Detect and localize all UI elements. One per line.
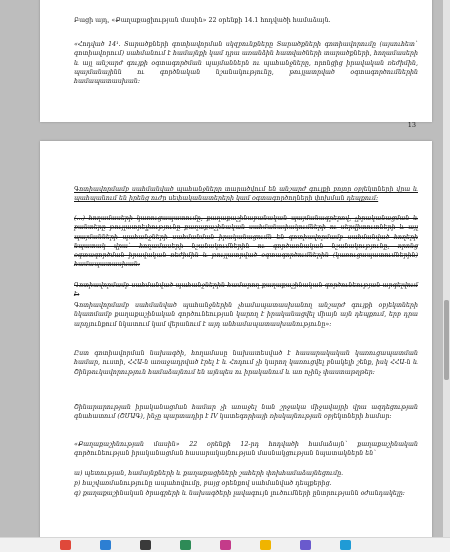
- app-icon-4[interactable]: [180, 540, 191, 550]
- italic-paragraph: Գոտիավորմամբ սահմանված պահանջներին չհամապատասխանող անշարժ գույքի օբյեկտների նկատմամբ քաղաքաշինական գործունեության կարող է իրականացվել միայն այն դեպքում, երբ դրա արդյունքում նկատում կամ վերանում է այդ անհամապատասխանությունը»:: [74, 302, 418, 328]
- app-icon-2[interactable]: [100, 540, 111, 550]
- list-item-c: գ) քաղաքաշինական ծրագրերի և նախագծերի լավագույն լուծումների ընտրությանն օժանդակելը:: [74, 490, 405, 497]
- document-page-13: [40, 0, 432, 129]
- quoted-article-paragraph: «Հոդված 14¹. Տարածքների գոտիավորման սկզբունքները Տարածքների գոտիավորումը (այսուհետ` գոտիավորում) սահմանում է համայնքի կամ դրա առանձին հատվածների տարածքների, հողամասերի և այլ անշարժ գույքի օգտագործման պայմաններն ու պահանջները, որոնցից իրավական ռեժիմին, պայմանայինն ու գործնական նշանակությունը, թույլատրված օգտագործումներին համապատասխան:: [74, 41, 418, 86]
- scrollbar-thumb[interactable]: [444, 300, 449, 380]
- taskbar: [0, 537, 450, 552]
- page-text-line: Բացի այդ, «Քաղաքացիության մասին» 22 օրենքի 14.1 հոդվածի համաձայն.: [74, 17, 331, 24]
- app-icon-5[interactable]: [220, 540, 231, 550]
- struck-paragraph-2: Գոտիավորմամբ սահմանված պահանջներին համարող քաղաքաշինական գործունեության արգելվում է:: [74, 282, 418, 299]
- body-paragraph-2: Շինարարության իրականացման համար չի առաջել նան շրջակա միջավայրի վրա ազդեցության գնահատում (ՇՄԱԳ), ինչը պարտադիր է IV կատեգորիայի ռիսկայնության օբյեկտների համար:: [74, 404, 418, 421]
- body-paragraph-3: «Քաղաքաշինության մասին» 22 օրենքի 12-րդ հոդվածի համաձայն` քաղաքաշինական գործունեության իրականացման հասարակայնության մասնակցության նպատակներն են`: [74, 441, 418, 458]
- list-item-b: բ) հաշվառմանությունը ապահովումը, բայց օրենքով սահմանված դեպքերից.: [74, 480, 332, 487]
- app-icon-8[interactable]: [340, 540, 351, 550]
- underlined-paragraph: Գոտիավորմամբ սահմանված պահանջները տարածվում են անշարժ գույքի բոլոր օբյեկտների վրա և պահպանում են իրենց ուժը սեփականատերերի կամ օգտագործողների փոխման դեպքում:: [74, 186, 418, 203]
- vertical-scrollbar[interactable]: [443, 0, 450, 537]
- body-paragraph: Ըստ գոտիավորման նախագծի, հողամասը նախատեսված է հասարակական կառուցապատման համար, ուստի, ՀՀԱ-ն առաջադրված էրել է և Հոդում չի կարող կառուցվել բնակելի շենք, իսկ ՀՀԱ-ն և Շինթուկավորություն համաձայնում են այնպես ու իրականում և առ ոչինչ փաստաթղթեր:: [74, 350, 418, 376]
- app-icon-1[interactable]: [60, 540, 71, 550]
- document-page-14: [40, 141, 432, 537]
- page-number: 13: [407, 121, 416, 129]
- struck-paragraph: (...) հողամասերի կառուցապատումը, քաղաքաշինաբանական պայմանագրերով, չիրականացման և բանտերը թույլատրելիությունը քաղաքաշինական սահմանափակումների ու սերվիտուտների և այլ պայմանների պահանջների սահմանման իրականացումն են գոտիավորմամբ սահմանված հողերի նպատակ վրա` հողամասերի նշանակումներին ու գործառնական նշանակությունը, որոնց օգտագործման իրավական ռեժիմին և թույլատրված օգտագործումներին (կառուցապատումներին) համապատասխան:: [74, 215, 418, 269]
- app-icon-3[interactable]: [140, 540, 151, 550]
- app-icon-6[interactable]: [260, 540, 271, 550]
- app-icon-7[interactable]: [300, 540, 311, 550]
- list-item-a: ա) պետության, համայնքների և քաղաքացիների շահերի փոխհամաձայնեցումը.: [74, 470, 344, 477]
